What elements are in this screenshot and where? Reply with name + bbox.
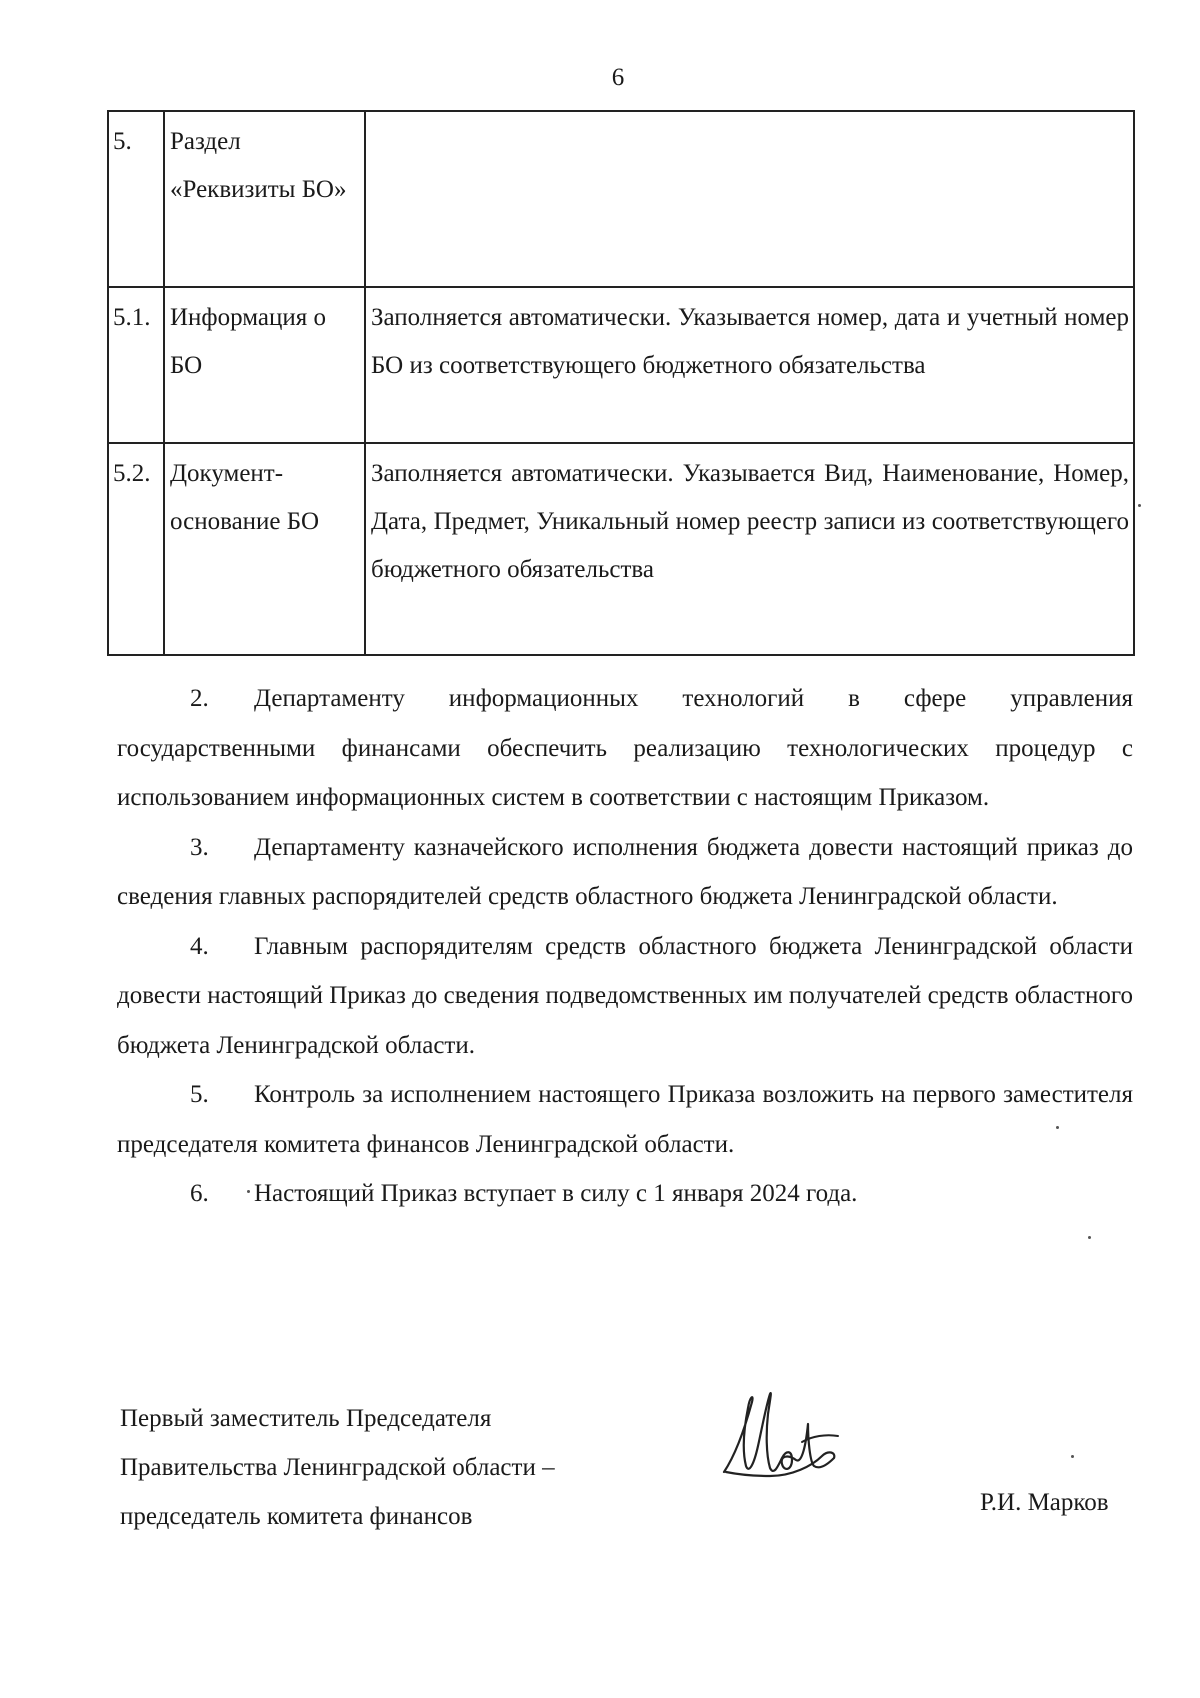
table-row (108, 443, 1134, 655)
row-description (365, 111, 1134, 287)
paragraph-number: 3. (190, 833, 209, 861)
paragraph-text: Департаменту казначейского исполнения бюджета довести настоящий приказ до сведения главных распорядителей средств областного бюджета Ленинградской области. (117, 833, 1133, 910)
table-row (108, 111, 1134, 287)
paragraph-text: Главным распорядителям средств областного бюджета Ленинградской области довести настоящий Приказ до сведения подведомственных им получателей средств областного бюджета Ленинградской области. (117, 932, 1133, 1059)
order-paragraph (117, 674, 1133, 823)
paragraph-number: 2. (190, 685, 209, 712)
order-paragraph (117, 922, 1133, 1071)
order-paragraph (117, 1169, 1133, 1219)
row-number: 5.1. (108, 287, 164, 443)
row-number: 5. (108, 111, 164, 287)
order-paragraph (117, 1070, 1133, 1169)
row-description: Заполняется автоматически. Указывается номер, дата и учетный номер БО из соответствующего бюджетного обязательства (365, 287, 1134, 443)
scan-speck (1088, 1236, 1091, 1239)
paragraph-text: Настоящий Приказ вступает в силу с 1 января 2024 года. (254, 1180, 858, 1207)
paragraph-number: 4. (190, 932, 209, 960)
page-number: 6 (611, 64, 625, 91)
row-field-name: Документ-основание БО (164, 443, 365, 655)
row-field-name: Раздел «Реквизиты БО» (164, 111, 365, 287)
scan-speck (1056, 1126, 1059, 1129)
signer-name: Р.И. Марков (980, 1489, 1109, 1516)
row-field-name: Информация о БО (164, 287, 365, 443)
handwritten-signature (716, 1384, 846, 1484)
scan-speck (1138, 504, 1141, 507)
order-paragraph (117, 823, 1133, 922)
paragraph-number: 5. (190, 1081, 209, 1108)
signer-position (120, 1394, 555, 1541)
scan-speck (247, 1190, 250, 1193)
table-row (108, 287, 1134, 443)
paragraph-number: 6. (190, 1180, 209, 1207)
signer-position-line: Правительства Ленинградской области – (120, 1454, 555, 1481)
order-body (117, 674, 1133, 1219)
paragraph-text: Контроль за исполнением настоящего Приказа возложить на первого заместителя председателя комитета финансов Ленинградской области. (117, 1081, 1133, 1158)
scan-speck (1071, 1455, 1074, 1458)
signer-position-line: Первый заместитель Председателя (120, 1405, 492, 1432)
row-description: Заполняется автоматически. Указывается Вид, Наименование, Номер, Дата, Предмет, Уникальный номер реестр записи из соответствующего бюджетного обязательства (365, 443, 1134, 655)
signer-position-line: председатель комитета финансов (120, 1503, 473, 1530)
paragraph-text: Департаменту информационных технологий в сфере управления государственными финансами обеспечить реализацию технологических процедур с использованием информационных систем в соответствии с настоящим Приказом. (117, 685, 1133, 811)
requisites-table (107, 110, 1135, 656)
row-number: 5.2. (108, 443, 164, 655)
